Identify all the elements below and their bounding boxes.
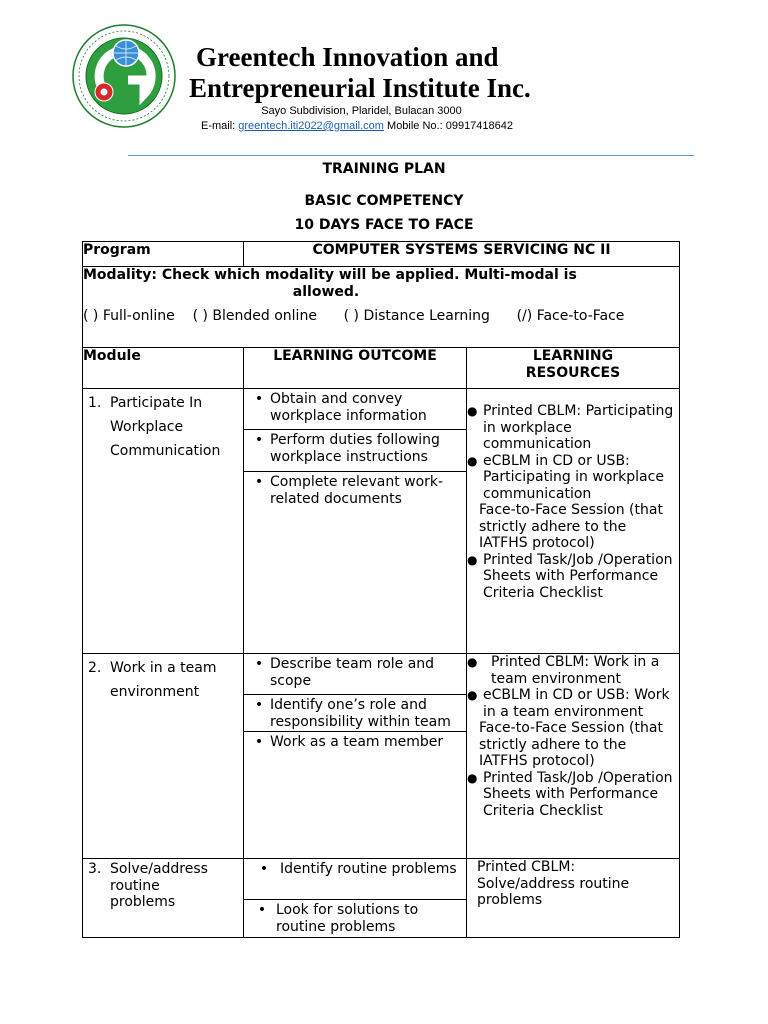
modality-line2: allowed. bbox=[292, 283, 360, 300]
module-name-line: environment bbox=[110, 684, 200, 700]
module-row-1 bbox=[83, 389, 680, 654]
resources-cell bbox=[467, 859, 680, 938]
program-row bbox=[83, 242, 680, 267]
header-divider bbox=[128, 155, 694, 156]
resources-cell bbox=[467, 389, 680, 654]
resource-item: ● eCBLM in CD or USB: Participating in workplace communication bbox=[467, 452, 664, 502]
filled-bullet-icon: ● bbox=[467, 770, 478, 785]
col-resources-line2: RESOURCES bbox=[525, 364, 621, 381]
module-number: 3. bbox=[88, 861, 102, 877]
modality-instruction bbox=[83, 267, 679, 300]
modality-row bbox=[83, 267, 680, 348]
outcome-cell bbox=[244, 389, 467, 654]
organization-name bbox=[189, 42, 531, 104]
col-resources-line1: LEARNING bbox=[532, 348, 614, 364]
module-name bbox=[88, 391, 243, 463]
filled-bullet-icon: ● bbox=[467, 404, 478, 418]
filled-bullet-icon: ● bbox=[467, 655, 478, 669]
resource-note: Face-to-Face Session (that strictly adhere to the IATFHS protocol) bbox=[479, 502, 663, 551]
column-header-row bbox=[83, 348, 680, 389]
outcome-item: • Describe team role and scope bbox=[244, 654, 466, 695]
bullet-icon: • bbox=[254, 697, 264, 713]
col-learning-outcome: LEARNING OUTCOME bbox=[244, 348, 467, 389]
address: Sayo Subdivision, Plaridel, Bulacan 3000 bbox=[261, 105, 462, 117]
program-label: Program bbox=[83, 242, 244, 267]
col-learning-resources bbox=[467, 348, 680, 389]
duration-title: 10 DAYS FACE TO FACE bbox=[294, 217, 474, 233]
module-row-3 bbox=[83, 859, 680, 938]
training-plan-table bbox=[82, 241, 680, 938]
module-number: 2. bbox=[88, 660, 102, 676]
outcome-item: • Complete relevant work-related documents bbox=[244, 472, 466, 509]
outcome-item: • Work as a team member bbox=[244, 732, 466, 753]
module-name bbox=[83, 859, 243, 911]
module-name-line: Work in a team bbox=[110, 660, 217, 676]
resources-cell bbox=[467, 654, 680, 859]
resource-item: ● eCBLM in CD or USB: Work in a team environment bbox=[467, 687, 670, 720]
outcome-item: • Identify routine problems bbox=[244, 859, 466, 900]
filled-bullet-icon: ● bbox=[467, 453, 478, 468]
bullet-icon: • bbox=[254, 391, 264, 407]
modality-options: ( ) Full-online ( ) Blended online ( ) Distance Learning (/) Face-to-Face bbox=[83, 308, 625, 324]
outcome-item: • Look for solutions to routine problems bbox=[244, 900, 466, 937]
org-name-line2: Entrepreneurial Institute Inc. bbox=[189, 73, 531, 103]
org-name-line1: Greentech Innovation and bbox=[196, 42, 499, 72]
modality-cell bbox=[83, 267, 680, 348]
resource-plain: Printed CBLM: Solve/address routine problems bbox=[477, 859, 630, 908]
bullet-icon: • bbox=[254, 432, 264, 448]
module-name-line: Communication bbox=[110, 443, 221, 459]
module-name-line: problems bbox=[110, 894, 176, 910]
modality-line1: Modality: Check which modality will be applied. Multi-modal is bbox=[83, 267, 577, 283]
outcome-item: • Obtain and convey workplace information bbox=[244, 389, 466, 430]
bullet-icon: • bbox=[254, 734, 264, 750]
module-row-2 bbox=[83, 654, 680, 859]
module-name-line: Solve/address bbox=[110, 861, 208, 877]
email-link[interactable]: greentech.iti2022@gmail.com bbox=[238, 120, 384, 132]
bullet-icon: • bbox=[259, 861, 269, 877]
outcome-item: • Identify one’s role and responsibility within team bbox=[244, 695, 466, 732]
module-name bbox=[88, 656, 243, 704]
resource-item: ● Printed Task/Job /Operation Sheets with Performance Criteria Checklist bbox=[467, 551, 673, 601]
module-cell bbox=[83, 859, 244, 938]
module-name-line: Workplace bbox=[110, 419, 184, 435]
module-cell bbox=[83, 389, 244, 654]
filled-bullet-icon: ● bbox=[467, 552, 478, 567]
outcome-cell bbox=[244, 859, 467, 938]
module-number: 1. bbox=[88, 395, 102, 411]
competency-title: BASIC COMPETENCY bbox=[304, 193, 464, 209]
resource-item: ● Printed CBLM: Participating in workplace communication bbox=[467, 403, 674, 452]
bullet-icon: • bbox=[254, 656, 264, 672]
col-module: Module bbox=[83, 348, 244, 389]
resource-item: ● Printed CBLM: Work in a team environment bbox=[467, 654, 660, 687]
outcome-item: • Perform duties following workplace instructions bbox=[244, 430, 466, 472]
module-cell bbox=[83, 654, 244, 859]
program-value: COMPUTER SYSTEMS SERVICING NC II bbox=[244, 242, 680, 267]
outcome-cell bbox=[244, 654, 467, 859]
resource-note: Face-to-Face Session (that strictly adhere to the IATFHS protocol) bbox=[479, 720, 663, 769]
resource-item: ● Printed Task/Job /Operation Sheets with Performance Criteria Checklist bbox=[467, 769, 673, 819]
filled-bullet-icon: ● bbox=[467, 688, 478, 702]
mobile-number: Mobile No.: 09917418642 bbox=[383, 120, 514, 132]
module-name-line: Participate In bbox=[110, 395, 203, 411]
email-label: E-mail: bbox=[201, 120, 239, 132]
doc-title: TRAINING PLAN bbox=[322, 161, 446, 177]
bullet-icon: • bbox=[254, 474, 264, 490]
contact-line bbox=[201, 120, 513, 132]
module-name-line: routine bbox=[110, 877, 160, 894]
bullet-icon: • bbox=[257, 902, 267, 918]
